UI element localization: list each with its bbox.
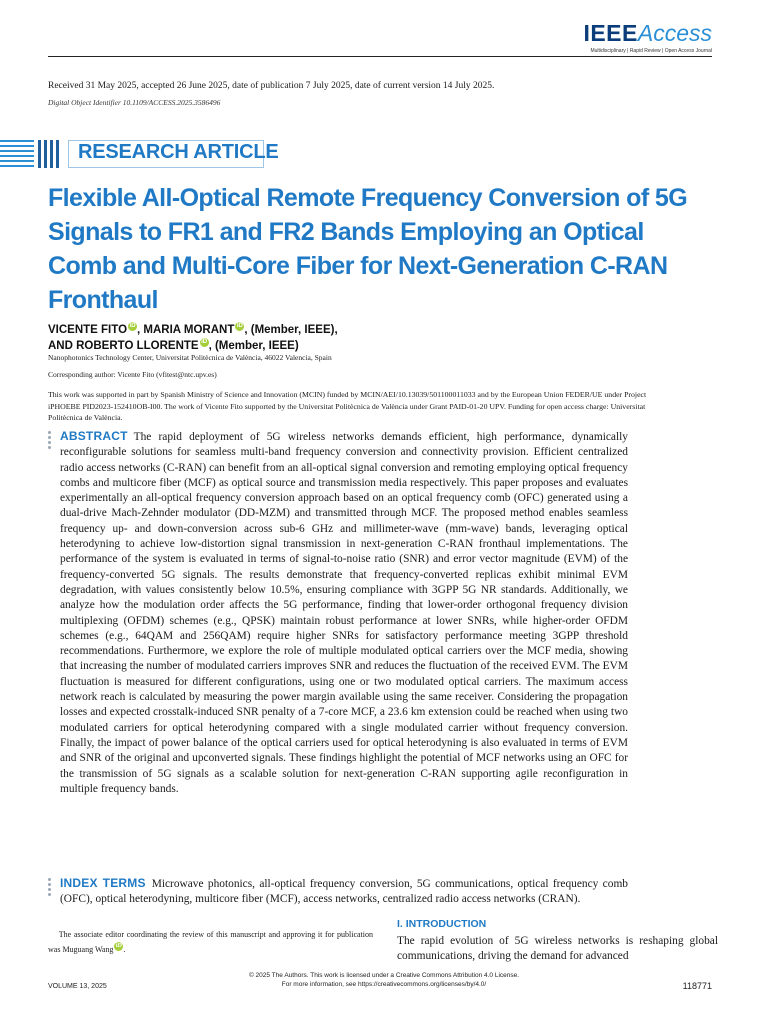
affiliation: Nanophotonics Technology Center, Universitat Politècnica de València, 46022 Valencia, Spain [48, 353, 332, 362]
logo-ieee: IEEE [583, 20, 638, 46]
abstract-label: ABSTRACT [60, 429, 128, 443]
paper-title: Flexible All-Optical Remote Frequency Conversion of 5G Signals to FR1 and FR2 Bands Employing an Optical Comb and Multi-Core Fiber for Next-Generation C-RAN Fronthaul [48, 184, 688, 314]
author-1: VICENTE FITO [48, 324, 128, 336]
index-terms-label: INDEX TERMS [60, 876, 146, 890]
section-heading-introduction: I. INTRODUCTION [397, 918, 487, 930]
author-3-membership: , (Member, IEEE) [208, 340, 299, 352]
article-type: RESEARCH ARTICLE [78, 141, 279, 163]
index-terms [60, 876, 628, 908]
abstract [60, 429, 628, 797]
volume-label: VOLUME 13, 2025 [48, 983, 107, 990]
ieee-access-logo [583, 20, 712, 54]
abstract-text: The rapid deployment of 5G wireless networks demands efficient, high performance, dynamically reconfigurable solutions for seamless multi-band frequency conversion and connectivity provision. Efficient centralized radio access networks (C-RAN) can benefit from an all-optical signal conversion and remoting employing optical frequency combs and multicore fiber (MCF) as optical source and transmission media respectively. This paper proposes and evaluates experimentally an all-optical frequency conversion approach based on an optical frequency comb (OFC) generated using a dual-drive Mach-Zehnder modulator (DD-MZM) and transmitted through MCF. The proposed method enables seamless frequency up- and down-conversion across sub-6 GHz and millimeter-wave (mm-wave) bands, leveraging optical heterodyning to achieve low-distortion signal transmission in next-generation C-RAN fronthaul implementations. The performance of the system is evaluated in terms of signal-to-noise ratio (SNR) and error vector magnitude (EVM) of the frequency-converted 5G signals. The results demonstrate that frequency-converted replicas exhibit minimal EVM degradation, with values consistently below 10.5%, ensuring compliance with 3GPP 5G NR standards. Additionally, we analyze how the modulation order affects the 5G performance, finding that lower-order orthogonal frequency division multiplexing (OFDM) schemes (e.g., QPSK) maintain robust performance at lower SNRs, while higher-order OFDM schemes (e.g., 64QAM and 256QAM) require higher SNRs for satisfactory performance meeting 3GPP threshold recommendations. Furthermore, we explore the role of multiple modulated optical carriers over the MCF media, showing that increasing the number of modulated carriers improves SNR and reduces the fluctuation of the received EVM. The EVM fluctuation is measured for different configurations, using one or two modulated optical carriers. The maximum access network reach is calculated by measuring the power margin available using the same receiver. Considering the propagation losses and expected crosstalk-induced SNR penalty of a 7-core MCF, a 23.6 km extension could be reached when using two modulated carriers for optical heterodyning compared with a single modulated carrier without frequency conversion. Finally, the impact of power balance of the optical carriers used for optical heterodyning is also evaluated in terms of EVM and SNR of the original and upconverted signals. These findings highlight the potential of MCF networks using an OFC for the transmission of 5G signals as a scalable solution for next-generation C-RAN supporting agile reconfiguration in multiple frequency bands. [60, 431, 628, 795]
author-3: AND ROBERTO LLORENTE [48, 340, 199, 352]
funding-statement: This work was supported in part by Spanish Ministry of Science and Innovation (MCIN) funded by MCIN/AEI/10.13039/501100011033 and by the European Union FEDER/UE under Project iPHOEBE PID2023-152410OB-I00. The work of Vicente Fito supported by the Universitat Politècnica de València under Grant PAID-01-20 UPV. Funding for open access charge: Universitat Politècnica de València. [48, 390, 647, 422]
orcid-icon[interactable]: iD [201, 339, 208, 345]
index-terms-text: Microwave photonics, all-optical frequency conversion, 5G communications, optical frequency comb (OFC), optical heterodyning, multicore fiber (MCF), access networks, centralized radio access networks (CRAN). [60, 878, 628, 906]
header-rule [48, 56, 712, 57]
license-line-2[interactable]: For more information, see https://creativecommons.org/licenses/by/4.0/ [281, 980, 487, 988]
index-terms-dots-icon [48, 878, 51, 898]
orcid-icon[interactable]: iD [236, 323, 243, 329]
doi: Digital Object Identifier 10.1109/ACCESS.2025.3586496 [48, 98, 221, 107]
page-number: 118771 [682, 981, 712, 991]
orcid-icon[interactable]: iD [115, 943, 122, 949]
logo-tagline: Multidisciplinary | Rapid Review | Open Access Journal [590, 48, 712, 54]
author-2: MARIA MORANT [143, 324, 235, 336]
abstract-dots-icon [48, 431, 51, 451]
corresponding-author: Corresponding author: Vicente Fito (vfitest@ntc.upv.es) [48, 370, 217, 379]
orcid-icon[interactable]: iD [129, 323, 136, 329]
banner-stripes-icon [0, 138, 64, 170]
license-line-1: © 2025 The Authors. This work is licensed under a Creative Commons Attribution 4.0 License. [248, 972, 520, 979]
received-dates: Received 31 May 2025, accepted 26 June 2025, date of publication 7 July 2025, date of current version 14 July 2025. [48, 81, 495, 91]
license-notice [0, 972, 768, 989]
introduction-text: The rapid evolution of 5G wireless networks is reshaping global communications, driving the demand for advanced [397, 935, 718, 963]
logo-access: Access [637, 20, 712, 46]
author-2-membership: , (Member, IEEE), [244, 324, 338, 336]
editor-footnote-text: The associate editor coordinating the review of this manuscript and approving it for publication was Muguang Wang [48, 930, 374, 954]
editor-footnote: The associate editor coordinating the review of this manuscript and approving it for publication was Muguang Wang iD . [48, 930, 374, 954]
author-list: VICENTE FITO iD , MARIA MORANT iD , (Member, IEEE), AND ROBERTO LLORENTE iD , (Member, IEEE) [48, 323, 338, 352]
